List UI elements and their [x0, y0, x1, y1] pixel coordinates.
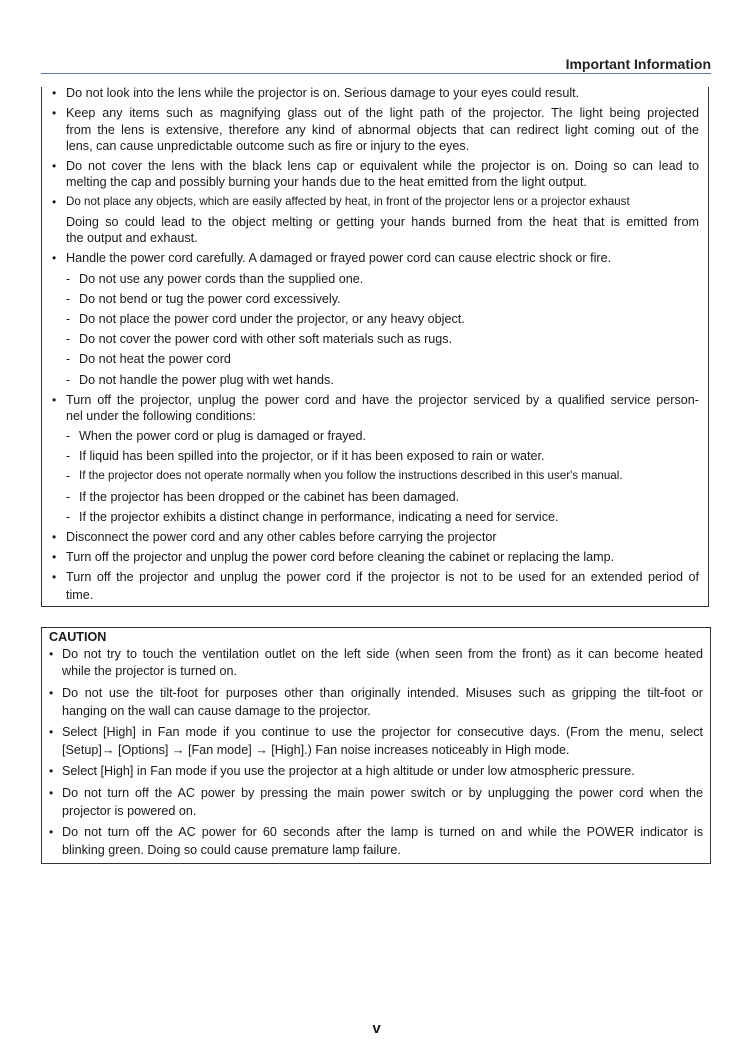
caution-text: projector is powered on. [62, 804, 197, 818]
dash-marker: - [66, 490, 71, 504]
bullet: • [52, 550, 57, 564]
warning-text: Doing so could lead to the object melting or getting your hands burned from the heat that is emitted from [66, 215, 699, 229]
caution-text: while the projector is turned on. [62, 664, 238, 678]
dash-marker: - [66, 272, 71, 286]
warning-subitem: If the projector has been dropped or the cabinet has been damaged. [79, 490, 460, 504]
bullet: • [52, 195, 57, 209]
warning-text: Do not place any objects, which are easily affected by heat, in front of the projector lens or a projector exhaust [66, 195, 630, 208]
dash-marker: - [66, 312, 71, 326]
caution-text: Do not use the tilt-foot for purposes other than originally intended. Misuses such as gripping the tilt-foot or [62, 686, 703, 700]
bullet: • [52, 251, 57, 265]
bullet: • [49, 825, 54, 839]
bullet: • [52, 570, 57, 584]
bullet: • [52, 393, 57, 407]
warning-text: lens, can cause unpredictable outcome such as fire or injury to the eyes. [66, 139, 470, 153]
warning-text: Disconnect the power cord and any other cables before carrying the projector [66, 530, 497, 544]
caution-text: Do not turn off the AC power by pressing the main power switch or by unplugging the power cord when the [62, 786, 703, 800]
warning-subitem: Do not use any power cords than the supplied one. [79, 272, 364, 286]
warning-subitem: Do not bend or tug the power cord excessively. [79, 292, 341, 306]
warning-text: nel under the following conditions: [66, 409, 256, 423]
warning-subitem: When the power cord or plug is damaged or frayed. [79, 429, 367, 443]
warning-subitem: Do not heat the power cord [79, 352, 231, 366]
warning-text: Turn off the projector and unplug the power cord before cleaning the cabinet or replacing the lamp. [66, 550, 615, 564]
warning-subitem: Do not handle the power plug with wet hands. [79, 373, 334, 387]
warning-text: the output and exhaust. [66, 231, 198, 245]
dash-marker: - [66, 449, 71, 463]
bullet: • [49, 725, 54, 739]
warning-text: Do not look into the lens while the projector is on. Serious damage to your eyes could result. [66, 86, 580, 100]
page-header-title: Important Information [565, 56, 711, 72]
warning-text: Handle the power cord carefully. A damaged or frayed power cord can cause electric shock or fire. [66, 251, 612, 265]
warning-subitem: Do not cover the power cord with other soft materials such as rugs. [79, 332, 453, 346]
caution-text: [Setup]→ [Options] → [Fan mode] → [High].) Fan noise increases noticeably in High mode. [62, 743, 570, 757]
warning-text: Turn off the projector, unplug the power cord and have the projector serviced by a qualified service person- [66, 393, 699, 407]
caution-text: hanging on the wall can cause damage to the projector. [62, 704, 371, 718]
dash-marker: - [66, 510, 71, 524]
caution-text: Do not try to touch the ventilation outlet on the left side (when seen from the front) as it can become heated [62, 647, 703, 661]
warning-text: Keep any items such as magnifying glass out of the light path of the projector. The light being projected [66, 106, 699, 120]
warning-text: time. [66, 588, 94, 602]
bullet: • [49, 786, 54, 800]
warning-text: Do not cover the lens with the black lens cap or equivalent while the projector is on. Doing so can lead to [66, 159, 699, 173]
page-number: v [372, 1020, 381, 1037]
bullet: • [52, 86, 57, 100]
bullet: • [49, 764, 54, 778]
bullet: • [52, 530, 57, 544]
bullet: • [52, 106, 57, 120]
warning-subitem: If the projector exhibits a distinct change in performance, indicating a need for service. [79, 510, 559, 524]
caution-title: CAUTION [49, 630, 107, 644]
caution-text: blinking green. Doing so could cause premature lamp failure. [62, 843, 401, 857]
dash-marker: - [66, 469, 71, 483]
bullet: • [49, 686, 54, 700]
warning-subitem: Do not place the power cord under the projector, or any heavy object. [79, 312, 465, 326]
warning-subitem: If the projector does not operate normally when you follow the instructions described in this user's manual. [79, 469, 623, 482]
bullet: • [49, 647, 54, 661]
warning-text: Turn off the projector and unplug the power cord if the projector is not to be used for an extended period of [66, 570, 699, 584]
caution-text: Do not turn off the AC power for 60 seconds after the lamp is turned on and while the POWER indicator is [62, 825, 703, 839]
dash-marker: - [66, 292, 71, 306]
bullet: • [52, 159, 57, 173]
warning-subitem: If liquid has been spilled into the projector, or if it has been exposed to rain or water. [79, 449, 545, 463]
warning-text: from the lens is extensive, therefore any kind of abnormal objects that can redirect light coming out of the [66, 123, 699, 137]
dash-marker: - [66, 429, 71, 443]
dash-marker: - [66, 373, 71, 387]
caution-text: Select [High] in Fan mode if you continue to use the projector for consecutive days. (From the menu, select [62, 725, 703, 739]
caution-text: Select [High] in Fan mode if you use the projector at a high altitude or under low atmospheric pressure. [62, 764, 635, 778]
dash-marker: - [66, 352, 71, 366]
dash-marker: - [66, 332, 71, 346]
warning-text: melting the cap and possibly burning your hands due to the heat emitted from the light output. [66, 175, 587, 189]
header-rule [41, 73, 711, 74]
